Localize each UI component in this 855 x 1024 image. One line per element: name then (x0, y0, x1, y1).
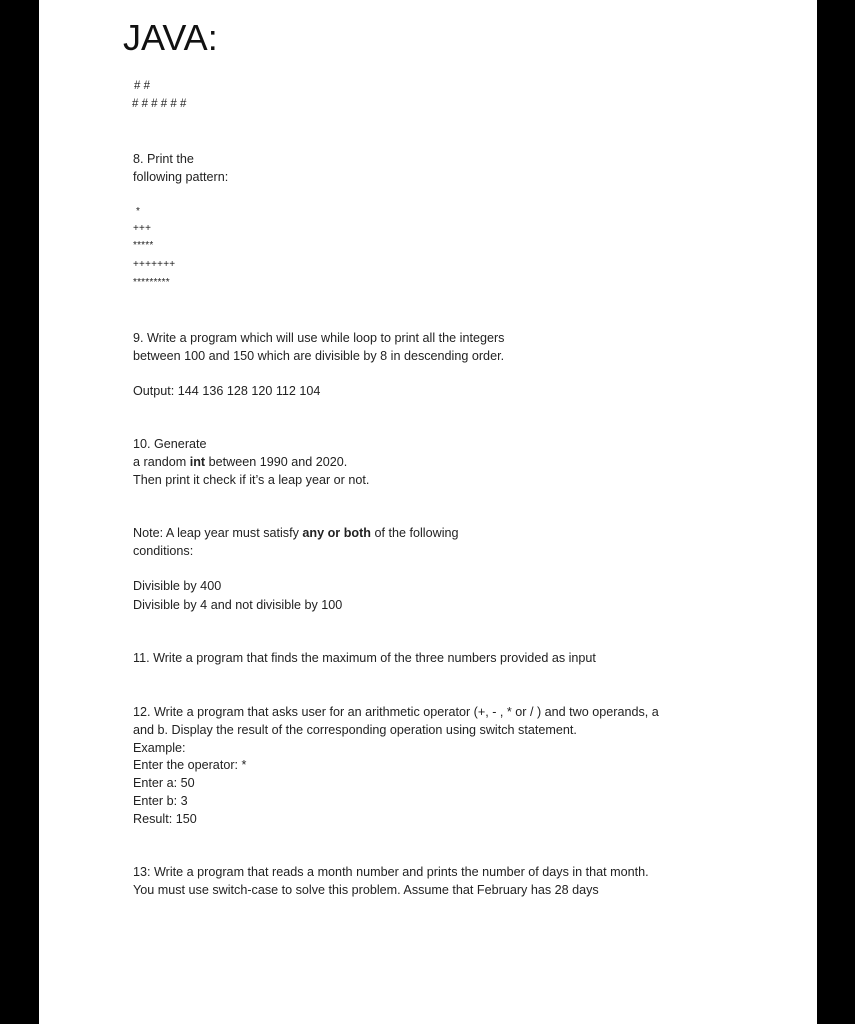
q12-example-b: Enter b: 3 (133, 794, 188, 808)
note-emphasis: any or both (302, 526, 371, 540)
q11-line-1: 11. Write a program that finds the maximum of the three numbers provided as input (133, 651, 596, 665)
q10-line-1: 10. Generate (133, 437, 207, 451)
q10-line-3: Then print it check if it’s a leap year or not. (133, 473, 370, 487)
q8-line-1: 8. Print the (133, 152, 194, 166)
q8-line-2: following pattern: (133, 170, 229, 184)
note-line-2: conditions: (133, 544, 194, 558)
q12-example-operator: Enter the operator: * (133, 758, 247, 772)
q8-pattern-row-2: +++ (133, 223, 152, 234)
note-line-1-text: Note: A leap year must satisfy (133, 526, 303, 540)
q8-pattern-row-4: +++++++ (133, 259, 176, 270)
q13-line-1: 13: Write a program that reads a month number and prints the number of days in that month. (133, 865, 649, 879)
q12-example-result: Result: 150 (133, 812, 197, 826)
note-line-1 (133, 525, 459, 541)
q8-pattern-row-3: ***** (133, 240, 154, 251)
q9-line-2: between 100 and 150 which are divisible by 8 in descending order. (133, 349, 505, 363)
q8-pattern-row-5: ********* (133, 277, 170, 288)
q13-line-2: You must use switch-case to solve this problem. Assume that February has 28 days (133, 883, 599, 897)
document-page (39, 0, 817, 1024)
q10-line-2 (133, 454, 347, 470)
q12-line-1: 12. Write a program that asks user for an arithmetic operator (+, - , * or / ) and two operands, a (133, 705, 659, 719)
hash-pattern-line-1: # # (134, 80, 150, 92)
q10-line-2-text: a random (133, 455, 190, 469)
note-line-1-rest: of the following (370, 526, 459, 540)
hash-pattern-line-2: # # # # # # (132, 98, 187, 110)
q8-pattern-row-1: * (136, 206, 141, 217)
q9-output: Output: 144 136 128 120 112 104 (133, 384, 321, 398)
q12-line-2: and b. Display the result of the corresponding operation using switch statement. (133, 723, 577, 737)
q12-example-label: Example: (133, 741, 186, 755)
note-condition-1: Divisible by 400 (133, 579, 222, 593)
page-title: JAVA: (123, 17, 218, 58)
q9-line-1: 9. Write a program which will use while loop to print all the integers (133, 331, 505, 345)
q10-line-2-rest: between 1990 and 2020. (205, 455, 348, 469)
q10-int-keyword: int (189, 455, 206, 469)
note-condition-2: Divisible by 4 and not divisible by 100 (133, 598, 343, 612)
q12-example-a: Enter a: 50 (133, 776, 195, 790)
